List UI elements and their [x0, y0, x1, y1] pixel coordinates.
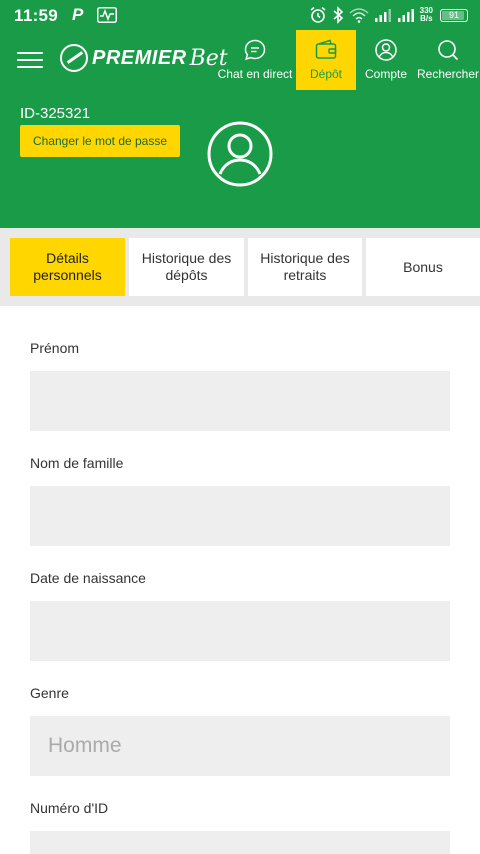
tab-bonus[interactable]: Bonus	[366, 238, 480, 296]
wallet-icon	[314, 38, 338, 62]
signal-icon-2	[397, 7, 415, 23]
p-app-icon: P	[72, 5, 84, 24]
activity-icon	[97, 7, 117, 23]
status-icons	[309, 5, 468, 25]
nav-chat-label: Chat en direct	[217, 67, 293, 81]
last-name-field[interactable]	[30, 486, 450, 546]
battery-icon	[440, 9, 468, 22]
change-password-button[interactable]: Changer le mot de passe	[20, 125, 180, 157]
status-bar	[0, 0, 480, 30]
nav-depot-button[interactable]	[296, 30, 356, 90]
nav-compte-label: Compte	[364, 67, 408, 81]
menu-icon[interactable]	[17, 52, 43, 68]
logo-mark-icon	[60, 44, 88, 72]
alarm-icon	[309, 6, 327, 24]
tab-withdrawal-history[interactable]: Historique des retraits	[248, 238, 362, 296]
profile-tabs	[0, 228, 480, 306]
nav-compte-button[interactable]	[358, 30, 414, 90]
status-time: 11:59	[14, 6, 59, 25]
nav-depot-label: Dépôt	[309, 67, 343, 81]
signal-icon-1	[374, 7, 392, 23]
bluetooth-icon	[332, 6, 344, 24]
nav-search-button[interactable]	[414, 30, 480, 90]
top-navigation	[0, 30, 480, 90]
network-speed: 330 B/s	[419, 6, 433, 23]
profile-header	[0, 90, 480, 228]
user-id: ID-325321	[20, 105, 91, 122]
tab-deposit-history[interactable]: Historique des dépôts	[129, 238, 244, 296]
id-number-field[interactable]	[30, 831, 450, 854]
user-icon	[374, 38, 398, 62]
chat-bubble-icon	[243, 38, 267, 62]
birth-date-label: Date de naissance	[30, 570, 146, 586]
gender-field[interactable]: Homme	[30, 716, 450, 776]
search-icon	[436, 38, 460, 62]
nav-chat-button[interactable]	[214, 30, 296, 90]
battery-level: 91	[448, 9, 459, 20]
avatar-icon	[207, 121, 273, 187]
first-name-field[interactable]	[30, 371, 450, 431]
gender-label: Genre	[30, 685, 69, 701]
nav-search-label: Rechercher	[416, 67, 480, 81]
wifi-icon	[349, 7, 369, 23]
premierbet-logo[interactable]: PREMIER Bet	[60, 42, 228, 74]
last-name-label: Nom de famille	[30, 455, 124, 471]
birth-date-field[interactable]	[30, 601, 450, 661]
tab-personal-details[interactable]: Détails personnels	[10, 238, 125, 296]
id-number-label: Numéro d'ID	[30, 800, 109, 816]
first-name-label: Prénom	[30, 340, 80, 356]
